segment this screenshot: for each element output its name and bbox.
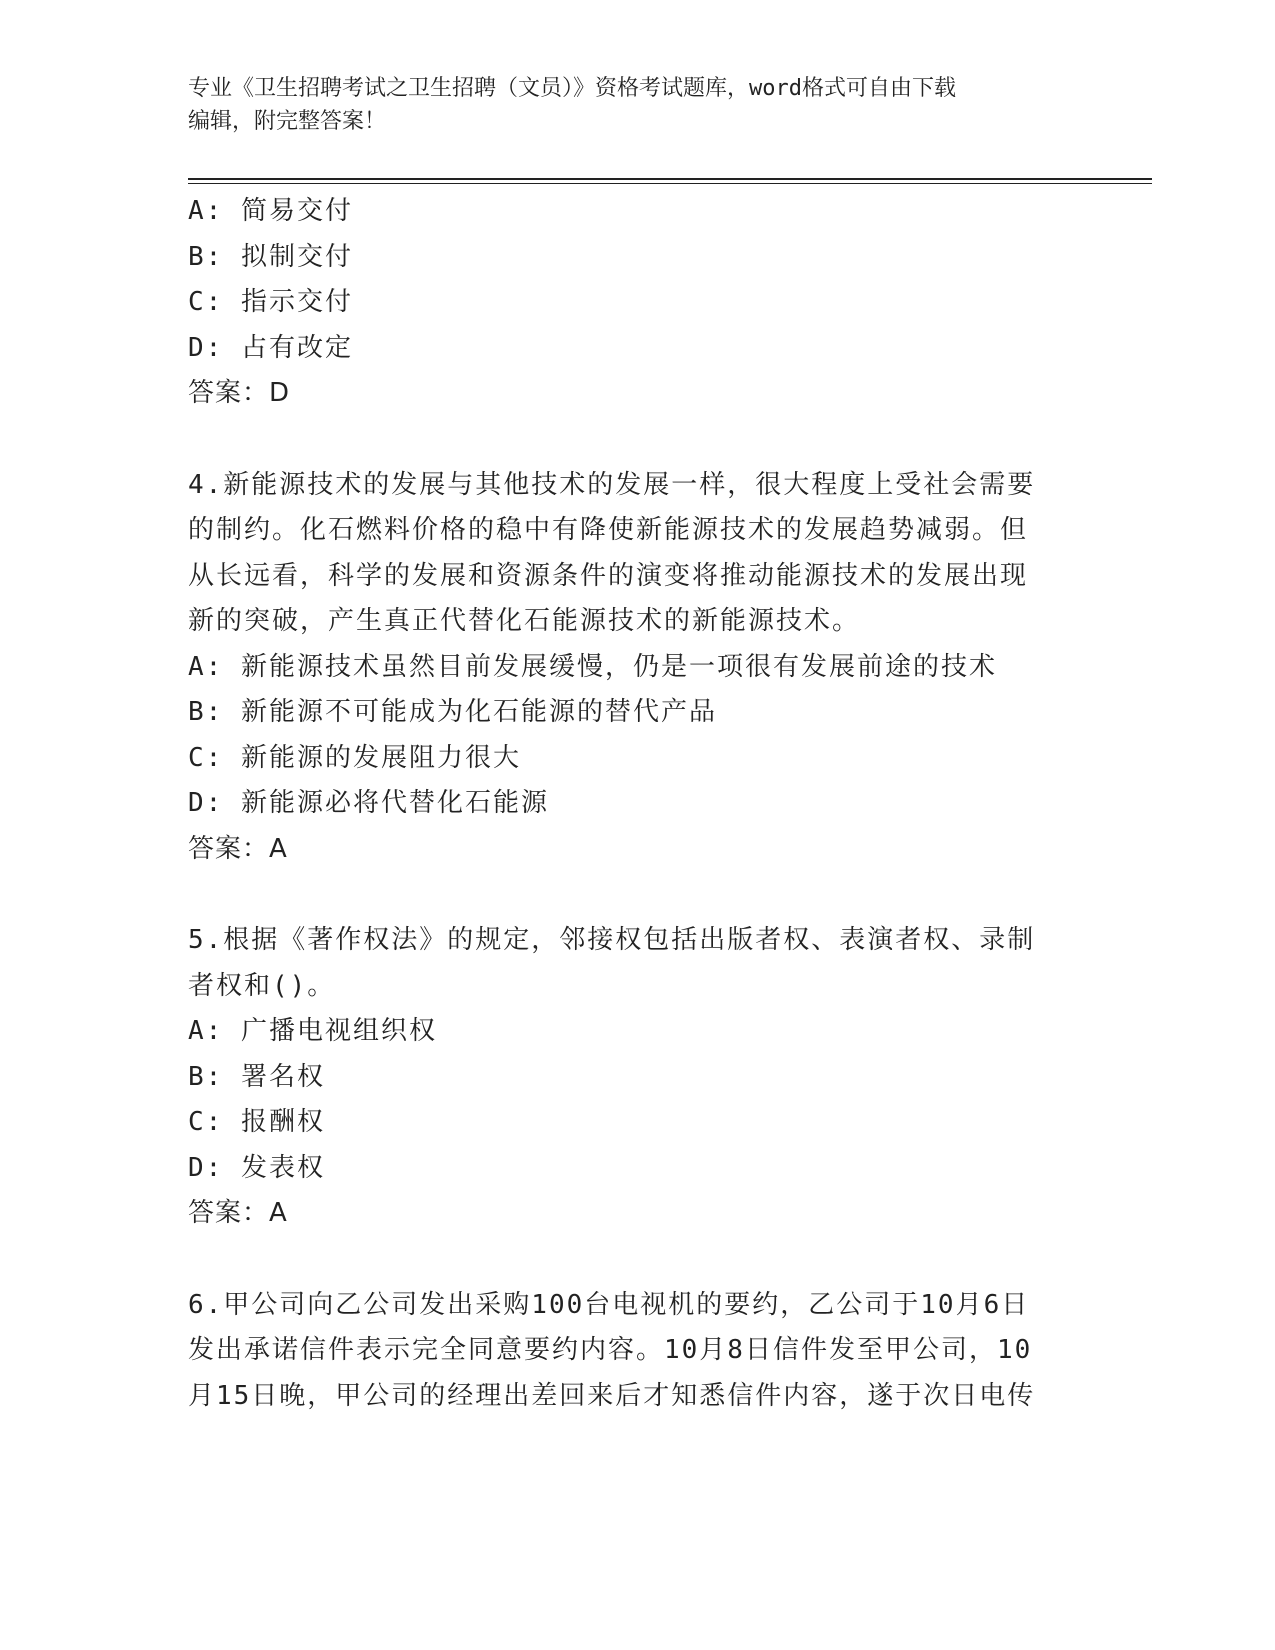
spacer bbox=[188, 872, 1088, 918]
document-header bbox=[188, 72, 1068, 138]
question-3 bbox=[188, 189, 1088, 417]
question-text-line: 从长远看，科学的发展和资源条件的演变将推动能源技术的发展出现 bbox=[188, 560, 1029, 591]
answer: 答案：D bbox=[188, 378, 291, 408]
header-line-1: 专业《卫生招聘考试之卫生招聘（文员）》资格考试题库，word格式可自由下载 bbox=[188, 76, 956, 101]
question-text-line: 月15日晚，甲公司的经理出差回来后才知悉信件内容，遂于次日电传 bbox=[188, 1380, 1036, 1411]
question-4 bbox=[188, 463, 1088, 873]
question-5 bbox=[188, 918, 1088, 1237]
answer: 答案：A bbox=[188, 1198, 288, 1228]
option-d: D: 占有改定 bbox=[188, 332, 353, 363]
question-text-line: 的制约。化石燃料价格的稳中有降使新能源技术的发展趋势减弱。但 bbox=[188, 515, 1029, 545]
option-d: D: 发表权 bbox=[188, 1152, 325, 1183]
option-d: D: 新能源必将代替化石能源 bbox=[188, 788, 549, 818]
option-a: A: 广播电视组织权 bbox=[188, 1016, 437, 1046]
option-c: C: 报酬权 bbox=[188, 1107, 325, 1137]
option-c: C: 新能源的发展阻力很大 bbox=[188, 742, 521, 773]
question-text-line: 6.甲公司向乙公司发出采购100台电视机的要约，乙公司于10月6日 bbox=[188, 1289, 1030, 1320]
option-c: C: 指示交付 bbox=[188, 287, 353, 317]
option-b: B: 署名权 bbox=[188, 1061, 325, 1092]
spacer bbox=[188, 417, 1088, 463]
question-text-line: 5.根据《著作权法》的规定，邻接权包括出版者权、表演者权、录制 bbox=[188, 925, 1036, 955]
question-6 bbox=[188, 1283, 1088, 1420]
question-text-line: 发出承诺信件表示完全同意要约内容。10月8日信件发至甲公司，10 bbox=[188, 1335, 1033, 1365]
option-b: B: 拟制交付 bbox=[188, 241, 353, 272]
option-a: A: 新能源技术虽然目前发展缓慢，仍是一项很有发展前途的技术 bbox=[188, 651, 997, 682]
question-text-line: 新的突破，产生真正代替化石能源技术的新能源技术。 bbox=[188, 606, 861, 636]
option-a: A: 简易交付 bbox=[188, 196, 353, 226]
option-b: B: 新能源不可能成为化石能源的替代产品 bbox=[188, 697, 717, 727]
question-list bbox=[188, 189, 1088, 1419]
header-divider bbox=[188, 178, 1152, 184]
spacer bbox=[188, 1237, 1088, 1283]
header-line-2: 编辑，附完整答案！ bbox=[188, 109, 387, 134]
answer: 答案：A bbox=[188, 833, 288, 864]
question-text-line: 者权和()。 bbox=[188, 970, 336, 1001]
question-text-line: 4.新能源技术的发展与其他技术的发展一样，很大程度上受社会需要 bbox=[188, 469, 1036, 500]
